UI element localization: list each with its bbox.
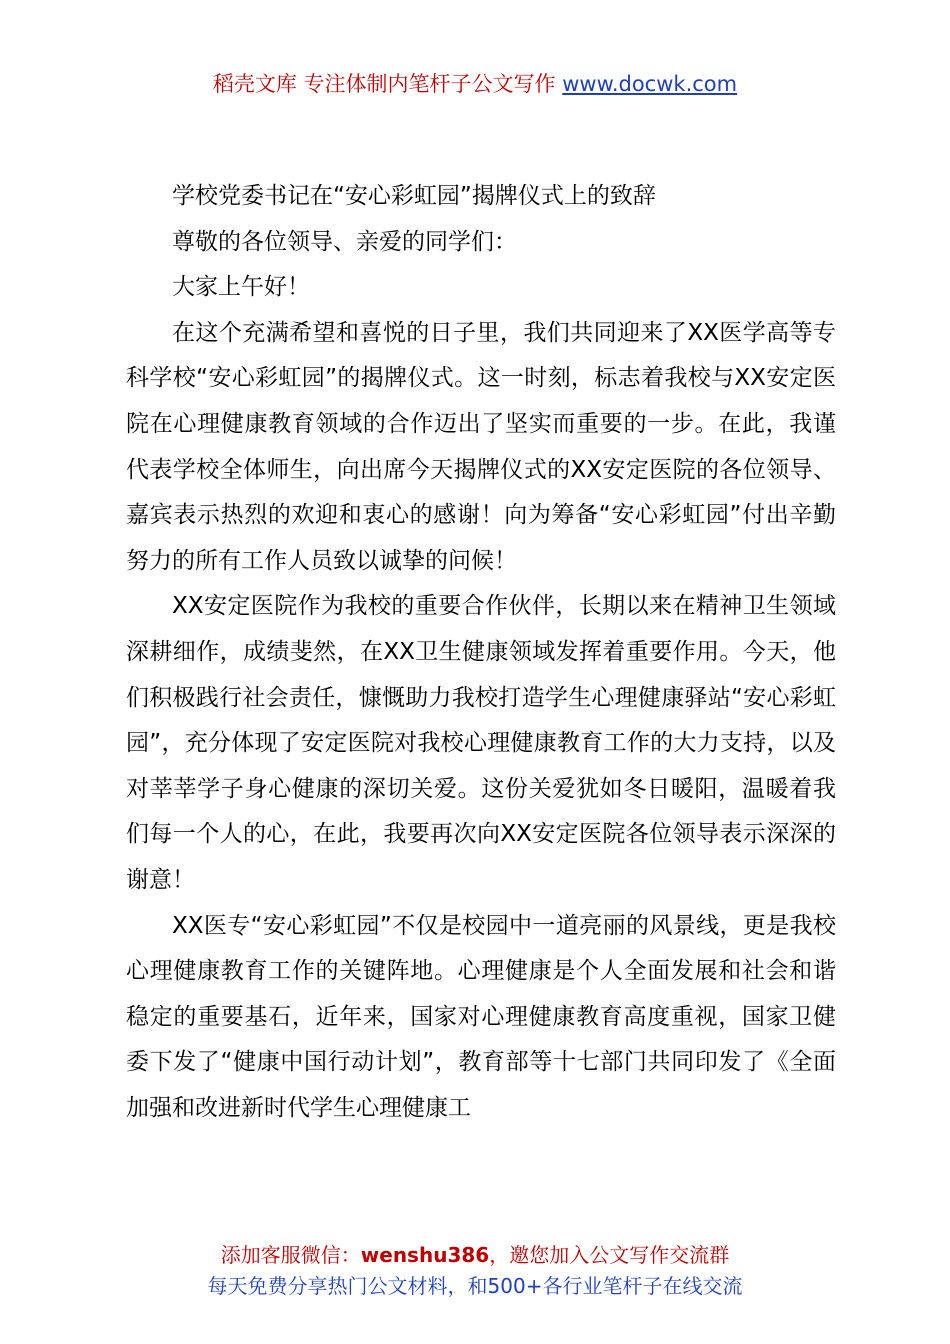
salutation: 尊敬的各位领导、亲爱的同学们：: [172, 228, 517, 255]
document-body: [126, 174, 836, 1131]
footer-share-line: 每天免费分享热门公文材料，和500+各行业笔杆子在线交流: [207, 1274, 743, 1298]
brand-text: 稻壳文库 专注体制内笔杆子公文写作: [212, 72, 563, 96]
body-paragraph: 在这个充满希望和喜悦的日子里，我们共同迎来了XX医学高等专科学校“安心彩虹园”的揭牌仪式。这一时刻，标志着我校与XX安定医院在心理健康教育领域的合作迈出了坚实而重要的一步。在此，我谨代表学校全体师生，向出席今天揭牌仪式的XX安定医院的各位领导、嘉宾表示热烈的欢迎和衷心的感谢！向为筹备“安心彩虹园”付出辛勤努力的所有工作人员致以诚挚的问候！: [126, 319, 836, 574]
site-link[interactable]: www.docwk.com: [562, 72, 738, 96]
wechat-id: wenshu386: [360, 1243, 490, 1267]
page-footer: [0, 1240, 950, 1302]
body-paragraph: XX安定医院作为我校的重要合作伙伴，长期以来在精神卫生领域深耕细作，成绩斐然，在XX卫生健康领域发挥着重要作用。今天，他们积极践行社会责任，慷慨助力我校打造学生心理健康驿站“安心彩虹园”，充分体现了安定医院对我校心理健康教育工作的大力支持，以及对莘莘学子身心健康的深切关爱。这份关爱犹如冬日暖阳，温暖着我们每一个人的心，在此，我要再次向XX安定医院各位领导表示深深的谢意！: [126, 593, 836, 893]
greeting: 大家上午好！: [172, 274, 310, 301]
page-header: [0, 68, 950, 98]
footer-prefix: 添加客服微信：: [220, 1243, 361, 1267]
body-paragraph: XX医专“安心彩虹园”不仅是校园中一道亮丽的风景线，更是我校心理健康教育工作的关键阵地。心理健康是个人全面发展和社会和谐稳定的重要基石，近年来，国家对心理健康教育高度重视，国家卫健委下发了“健康中国行动计划”，教育部等十七部门共同印发了《全面加强和改进新时代学生心理健康工: [126, 912, 836, 1121]
footer-wechat-line: [0, 1240, 950, 1271]
document-title: 学校党委书记在“安心彩虹园”揭牌仪式上的致辞: [172, 183, 656, 209]
footer-suffix: ，邀您加入公文写作交流群: [489, 1243, 730, 1267]
